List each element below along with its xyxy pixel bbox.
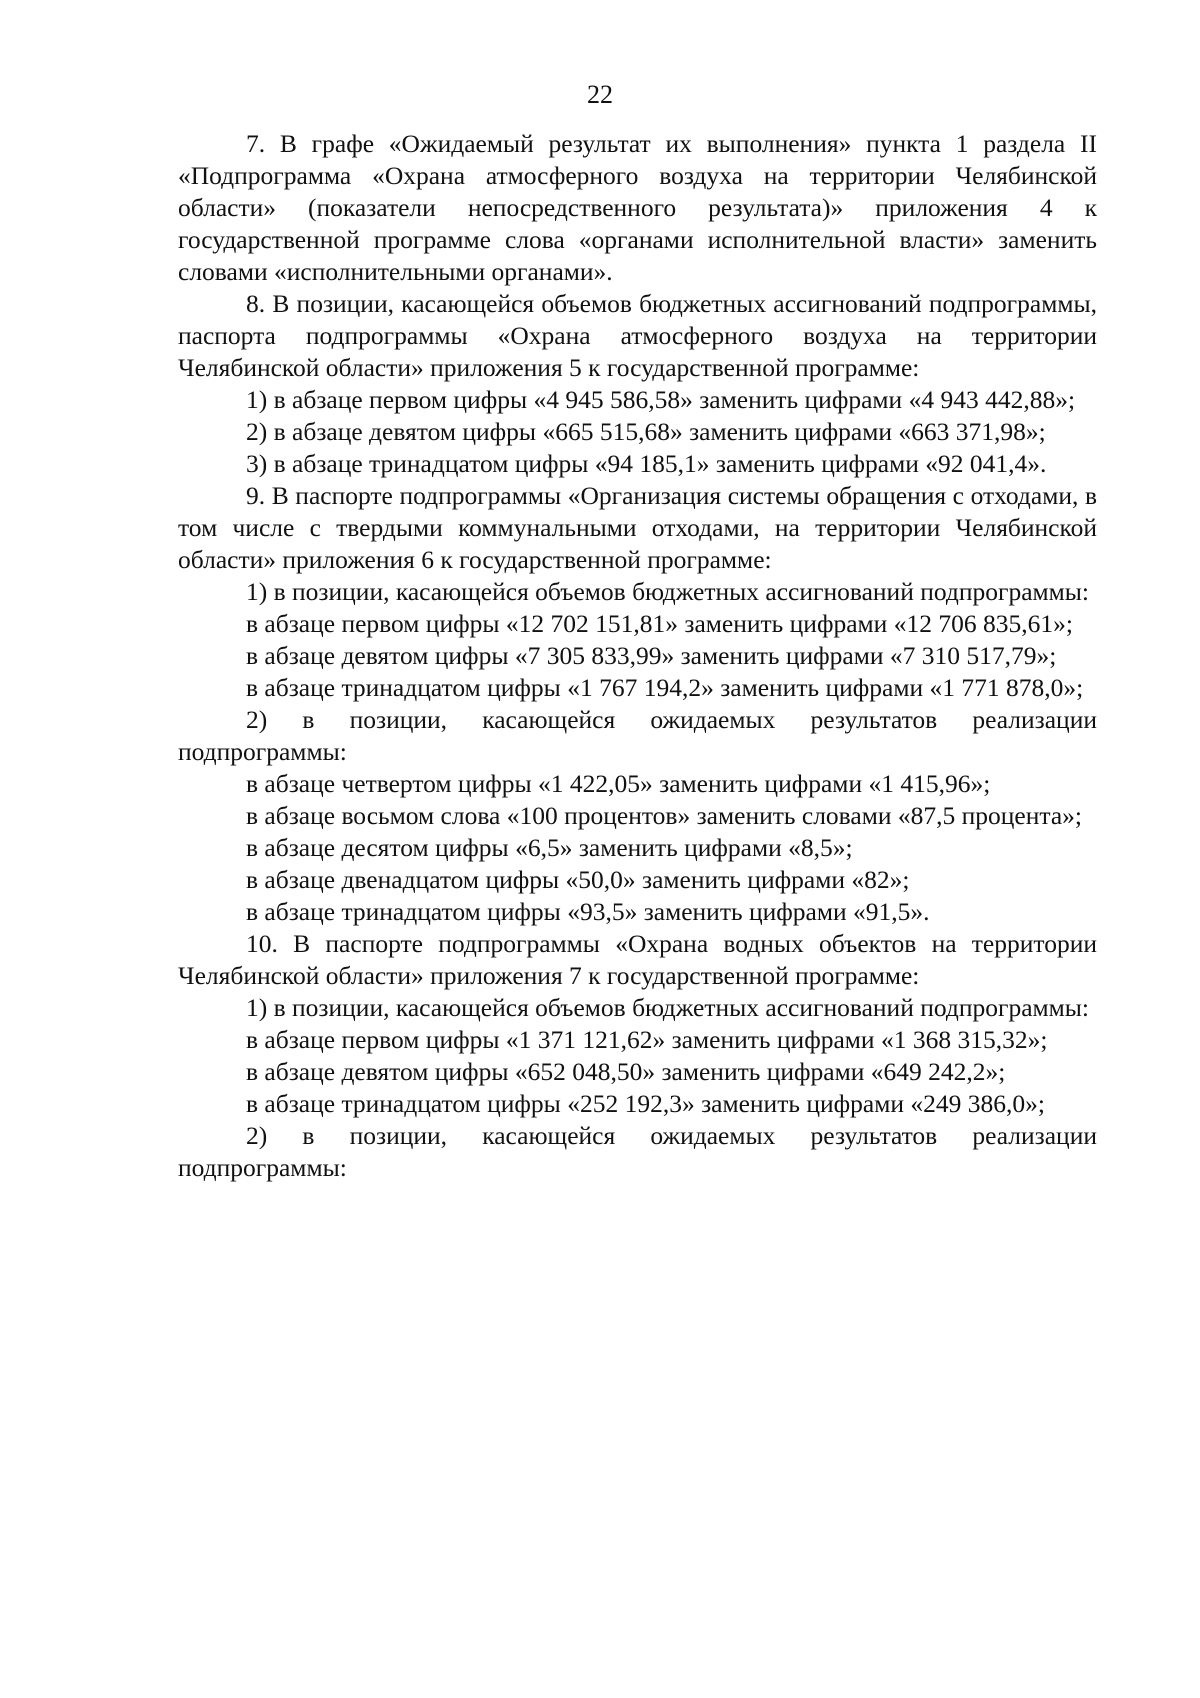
subitem-9-1: 1) в позиции, касающейся объемов бюджетных ассигнований подпрограммы:	[246, 577, 1090, 606]
subitem-8-2: 2) в абзаце девятом цифры «665 515,68» заменить цифрами «663 371,98»;	[246, 417, 1046, 446]
paragraph-item-8: 8. В позиции, касающейся объемов бюджетных ассигнований подпрограммы, паспорта подпрограммы «Охрана атмосферного воздуха на территории Челябинской области» приложения 5 к государственной программе:	[178, 289, 1097, 382]
subitem-10-1: 1) в позиции, касающейся объемов бюджетных ассигнований подпрограммы:	[246, 993, 1090, 1022]
clause-10-1-thirteenth: в абзаце тринадцатом цифры «252 192,3» заменить цифрами «249 386,0»;	[246, 1089, 1045, 1118]
subitem-9-2: 2) в позиции, касающейся ожидаемых результатов реализации подпрограммы:	[178, 705, 1097, 766]
subitem-8-3: 3) в абзаце тринадцатом цифры «94 185,1» заменить цифрами «92 041,4».	[246, 449, 1047, 478]
clause-9-2-eighth: в абзаце восьмом слова «100 процентов» заменить словами «87,5 процента»;	[246, 801, 1082, 830]
subitem-8-1: 1) в абзаце первом цифры «4 945 586,58» заменить цифрами «4 943 442,88»;	[246, 385, 1076, 414]
clause-9-2-twelfth: в абзаце двенадцатом цифры «50,0» заменить цифрами «82»;	[246, 865, 910, 894]
page-number: 22	[587, 80, 613, 109]
document-body	[178, 128, 1097, 1184]
clause-10-1-first: в абзаце первом цифры «1 371 121,62» заменить цифрами «1 368 315,32»;	[246, 1025, 1048, 1054]
clause-9-2-tenth: в абзаце десятом цифры «6,5» заменить цифрами «8,5»;	[246, 833, 853, 862]
clause-9-1-thirteenth: в абзаце тринадцатом цифры «1 767 194,2» заменить цифрами «1 771 878,0»;	[246, 673, 1084, 702]
clause-9-2-fourth: в абзаце четвертом цифры «1 422,05» заменить цифрами «1 415,96»;	[246, 769, 991, 798]
paragraph-item-10: 10. В паспорте подпрограммы «Охрана водных объектов на территории Челябинской области» приложения 7 к государственной программе:	[178, 929, 1097, 990]
paragraph-item-7: 7. В графе «Ожидаемый результат их выполнения» пункта 1 раздела II «Подпрограмма «Охрана атмосферного воздуха на территории Челябинской области» (показатели непосредственного результата)» приложения 4 к государственной программе слова «органами исполнительной власти» заменить словами «исполнительными органами».	[178, 129, 1097, 286]
clause-9-2-thirteenth: в абзаце тринадцатом цифры «93,5» заменить цифрами «91,5».	[246, 897, 930, 926]
paragraph-item-9: 9. В паспорте подпрограммы «Организация системы обращения с отходами, в том числе с твердыми коммунальными отходами, на территории Челябинской области» приложения 6 к государственной программе:	[178, 481, 1097, 574]
clause-9-1-ninth: в абзаце девятом цифры «7 305 833,99» заменить цифрами «7 310 517,79»;	[246, 641, 1057, 670]
clause-9-1-first: в абзаце первом цифры «12 702 151,81» заменить цифрами «12 706 835,61»;	[246, 609, 1073, 638]
clause-10-1-ninth: в абзаце девятом цифры «652 048,50» заменить цифрами «649 242,2»;	[246, 1057, 1006, 1086]
subitem-10-2: 2) в позиции, касающейся ожидаемых результатов реализации подпрограммы:	[178, 1121, 1097, 1182]
